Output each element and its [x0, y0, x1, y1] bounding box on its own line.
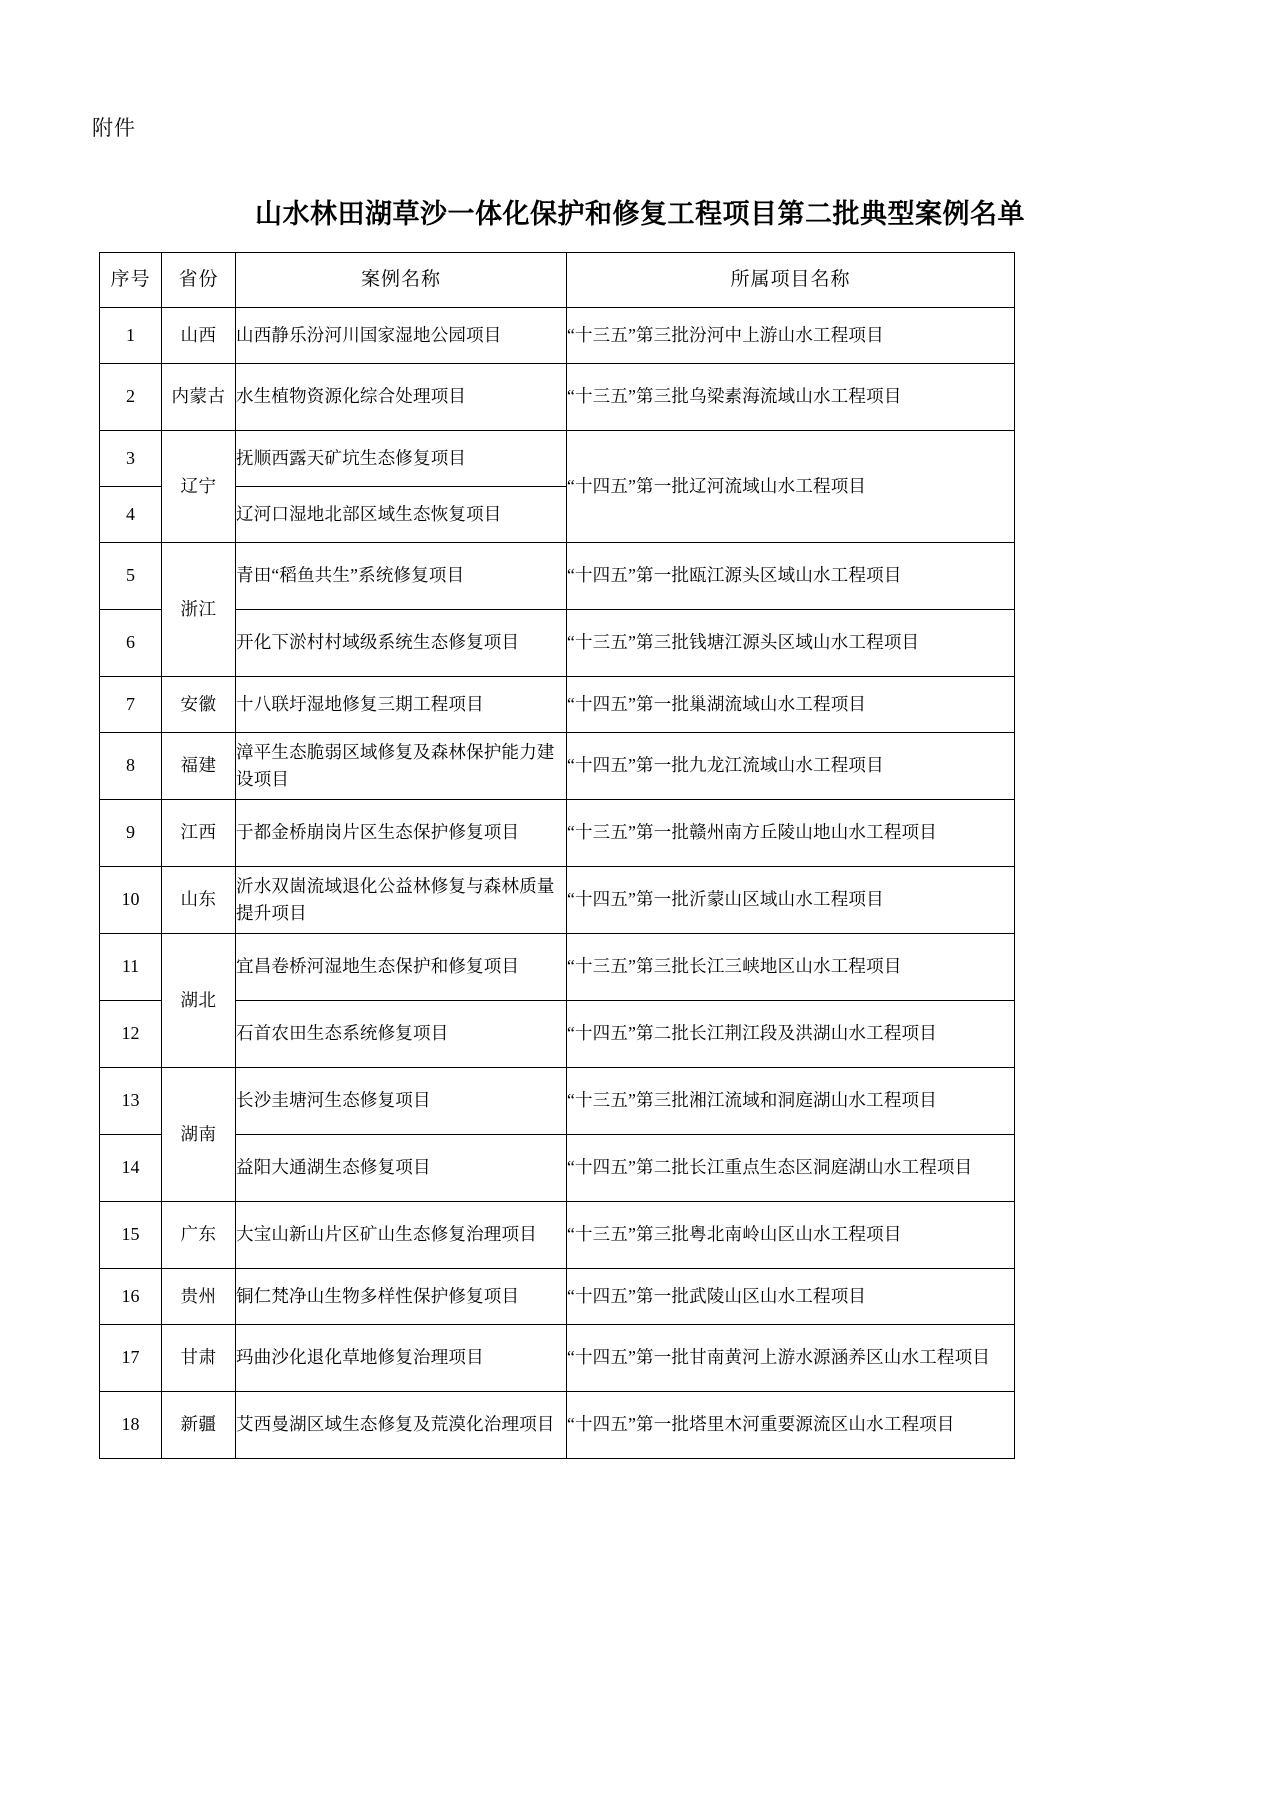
table-row — [100, 733, 1015, 800]
cell-case-name: 于都金桥崩岗片区生态保护修复项目 — [236, 800, 567, 867]
column-header-case-name: 案例名称 — [236, 253, 567, 308]
table-header-row — [100, 253, 1015, 308]
table-row — [100, 867, 1015, 934]
cell-index: 5 — [100, 543, 162, 610]
cell-index: 14 — [100, 1135, 162, 1202]
table-row — [100, 1068, 1015, 1135]
cell-case-name: 沂水双崮流域退化公益林修复与森林质量提升项目 — [236, 867, 567, 934]
table-row — [100, 1202, 1015, 1269]
cell-province: 甘肃 — [162, 1325, 236, 1392]
column-header-province: 省份 — [162, 253, 236, 308]
cell-case-name: 长沙圭塘河生态修复项目 — [236, 1068, 567, 1135]
cell-case-name: 艾西曼湖区域生态修复及荒漠化治理项目 — [236, 1392, 567, 1459]
cell-case-name: 石首农田生态系统修复项目 — [236, 1001, 567, 1068]
cell-project-name: “十三五”第三批粤北南岭山区山水工程项目 — [567, 1202, 1015, 1269]
cell-case-name: 水生植物资源化综合处理项目 — [236, 364, 567, 431]
cell-index: 13 — [100, 1068, 162, 1135]
cell-case-name: 玛曲沙化退化草地修复治理项目 — [236, 1325, 567, 1392]
cell-project-name: “十四五”第一批武陵山区山水工程项目 — [567, 1269, 1015, 1325]
cell-case-name: 大宝山新山片区矿山生态修复治理项目 — [236, 1202, 567, 1269]
table-row — [100, 1392, 1015, 1459]
table-row — [100, 677, 1015, 733]
cell-province: 广东 — [162, 1202, 236, 1269]
table-row — [100, 1001, 1015, 1068]
cell-case-name: 开化下淤村村域级系统生态修复项目 — [236, 610, 567, 677]
attachment-label: 附件 — [92, 116, 136, 140]
case-list-table-wrapper — [99, 252, 1014, 1459]
cell-case-name: 抚顺西露天矿坑生态修复项目 — [236, 431, 567, 487]
cell-index: 17 — [100, 1325, 162, 1392]
cell-index: 6 — [100, 610, 162, 677]
column-header-project-name: 所属项目名称 — [567, 253, 1015, 308]
table-row — [100, 308, 1015, 364]
table-row — [100, 1135, 1015, 1202]
cell-project-name: “十四五”第一批巢湖流域山水工程项目 — [567, 677, 1015, 733]
cell-case-name: 益阳大通湖生态修复项目 — [236, 1135, 567, 1202]
table-row — [100, 934, 1015, 1001]
cell-index: 12 — [100, 1001, 162, 1068]
case-list-table — [99, 252, 1015, 1459]
cell-case-name: 铜仁梵净山生物多样性保护修复项目 — [236, 1269, 567, 1325]
cell-province: 山东 — [162, 867, 236, 934]
cell-case-name: 漳平生态脆弱区域修复及森林保护能力建设项目 — [236, 733, 567, 800]
cell-index: 8 — [100, 733, 162, 800]
table-row — [100, 800, 1015, 867]
table-body — [100, 308, 1015, 1459]
table-row — [100, 1269, 1015, 1325]
cell-case-name: 青田“稻鱼共生”系统修复项目 — [236, 543, 567, 610]
cell-province: 内蒙古 — [162, 364, 236, 431]
cell-case-name: 辽河口湿地北部区域生态恢复项目 — [236, 487, 567, 543]
cell-project-name: “十三五”第三批乌梁素海流域山水工程项目 — [567, 364, 1015, 431]
table-row — [100, 431, 1015, 487]
cell-index: 16 — [100, 1269, 162, 1325]
table-row — [100, 364, 1015, 431]
cell-province: 安徽 — [162, 677, 236, 733]
cell-index: 7 — [100, 677, 162, 733]
cell-case-name: 十八联圩湿地修复三期工程项目 — [236, 677, 567, 733]
cell-province: 浙江 — [162, 543, 236, 677]
cell-index: 9 — [100, 800, 162, 867]
cell-case-name: 山西静乐汾河川国家湿地公园项目 — [236, 308, 567, 364]
cell-case-name: 宜昌卷桥河湿地生态保护和修复项目 — [236, 934, 567, 1001]
table-row — [100, 543, 1015, 610]
cell-province: 江西 — [162, 800, 236, 867]
cell-province: 湖北 — [162, 934, 236, 1068]
cell-project-name: “十四五”第一批瓯江源头区域山水工程项目 — [567, 543, 1015, 610]
cell-project-name: “十四五”第一批甘南黄河上游水源涵养区山水工程项目 — [567, 1325, 1015, 1392]
cell-project-name: “十三五”第三批汾河中上游山水工程项目 — [567, 308, 1015, 364]
cell-project-name: “十四五”第二批长江荆江段及洪湖山水工程项目 — [567, 1001, 1015, 1068]
cell-index: 2 — [100, 364, 162, 431]
cell-index: 1 — [100, 308, 162, 364]
page-title: 山水林田湖草沙一体化保护和修复工程项目第二批典型案例名单 — [255, 199, 1025, 229]
cell-province: 辽宁 — [162, 431, 236, 543]
cell-project-name: “十三五”第三批湘江流域和洞庭湖山水工程项目 — [567, 1068, 1015, 1135]
cell-index: 15 — [100, 1202, 162, 1269]
cell-project-name: “十四五”第一批辽河流域山水工程项目 — [567, 431, 1015, 543]
cell-index: 11 — [100, 934, 162, 1001]
column-header-no: 序号 — [100, 253, 162, 308]
table-row — [100, 1325, 1015, 1392]
cell-province: 贵州 — [162, 1269, 236, 1325]
cell-province: 福建 — [162, 733, 236, 800]
cell-project-name: “十四五”第一批塔里木河重要源流区山水工程项目 — [567, 1392, 1015, 1459]
cell-index: 10 — [100, 867, 162, 934]
cell-index: 18 — [100, 1392, 162, 1459]
cell-index: 3 — [100, 431, 162, 487]
cell-index: 4 — [100, 487, 162, 543]
cell-project-name: “十四五”第二批长江重点生态区洞庭湖山水工程项目 — [567, 1135, 1015, 1202]
cell-project-name: “十三五”第三批钱塘江源头区域山水工程项目 — [567, 610, 1015, 677]
cell-project-name: “十三五”第三批长江三峡地区山水工程项目 — [567, 934, 1015, 1001]
cell-project-name: “十三五”第一批赣州南方丘陵山地山水工程项目 — [567, 800, 1015, 867]
table-row — [100, 610, 1015, 677]
cell-project-name: “十四五”第一批沂蒙山区域山水工程项目 — [567, 867, 1015, 934]
cell-province: 山西 — [162, 308, 236, 364]
cell-province: 湖南 — [162, 1068, 236, 1202]
cell-project-name: “十四五”第一批九龙江流域山水工程项目 — [567, 733, 1015, 800]
cell-province: 新疆 — [162, 1392, 236, 1459]
